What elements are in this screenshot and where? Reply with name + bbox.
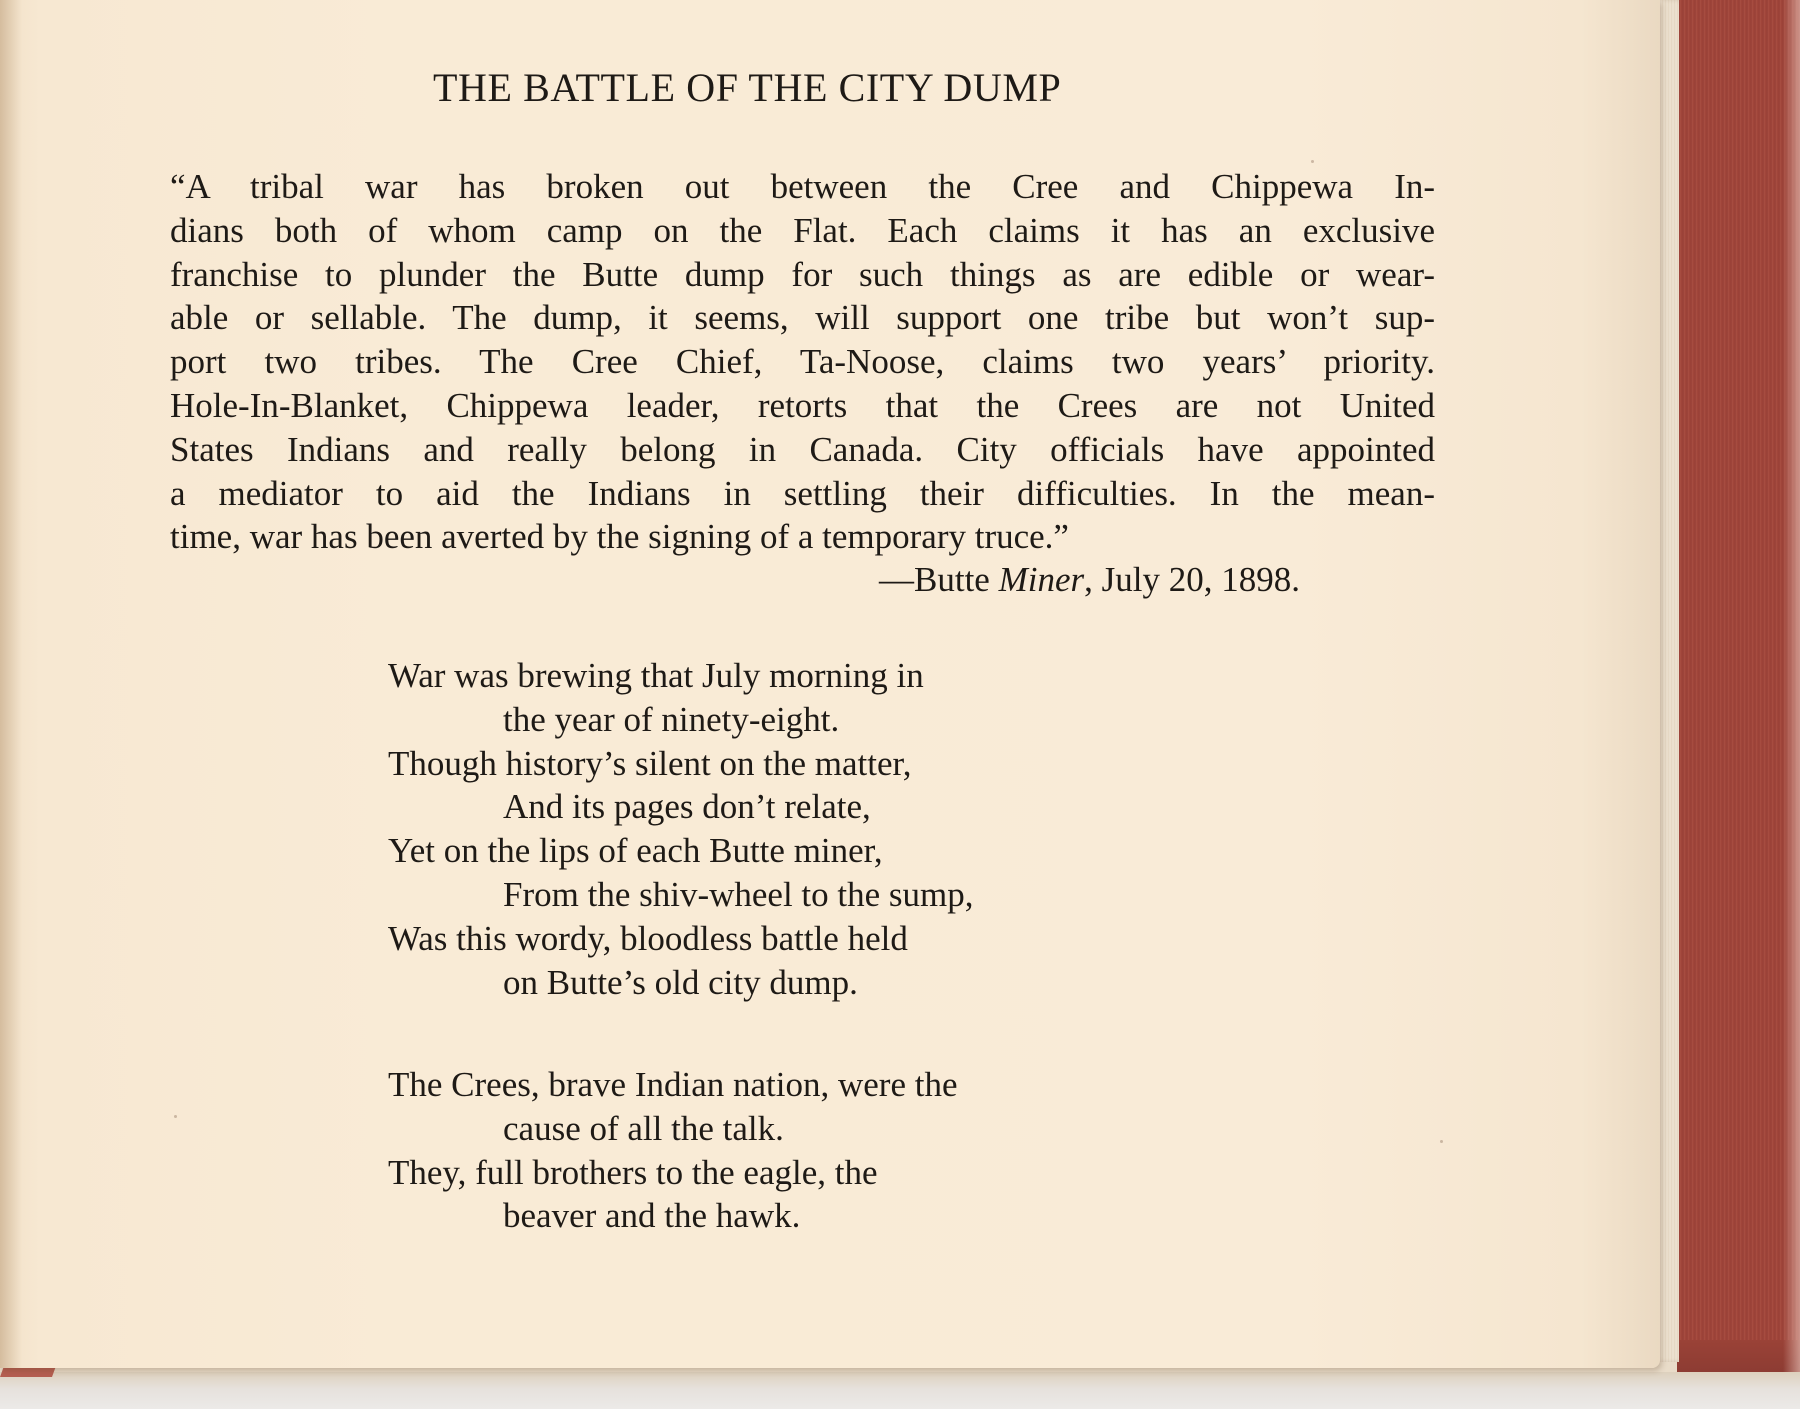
epigraph-line: “A tribal war has broken out between the Cree and Chippewa In-	[170, 167, 1435, 206]
epigraph-line: time, war has been averted by the signing of a temporary truce.”	[170, 517, 1069, 557]
verse-line: Was this wordy, bloodless battle held	[388, 918, 908, 958]
book-cover-bottom	[1677, 1340, 1800, 1372]
verse-line: They, full brothers to the eagle, the	[388, 1152, 878, 1192]
epigraph-line: States Indians and really belong in Canada. City officials have appointed	[170, 429, 1435, 469]
paper-speck	[1311, 160, 1314, 163]
attribution-prefix: —Butte	[879, 560, 999, 599]
verse-line: Though history’s silent on the matter,	[388, 743, 912, 783]
verse-line: And its pages don’t relate,	[503, 787, 871, 827]
paper-speck	[174, 1115, 177, 1118]
epigraph-line: a mediator to aid the Indians in settling their difficulties. In the mean-	[170, 473, 1435, 513]
verse-line: War was brewing that July morning in	[388, 656, 924, 695]
epigraph-line: able or sellable. The dump, it seems, will support one tribe but won’t sup-	[170, 298, 1435, 338]
poem-stanza-2	[388, 1063, 958, 1238]
book-cover-highlight	[1783, 0, 1800, 1372]
verse-line: beaver and the hawk.	[503, 1196, 801, 1236]
attribution-date: , July 20, 1898.	[1084, 560, 1300, 599]
book-cover	[1677, 0, 1800, 1372]
paper-speck	[1440, 1140, 1443, 1143]
verse-line: Yet on the lips of each Butte miner,	[388, 831, 883, 871]
page-title: THE BATTLE OF THE CITY DUMP	[433, 65, 1062, 110]
verse-line: the year of ninety-eight.	[503, 699, 840, 739]
verse-line: cause of all the talk.	[503, 1108, 784, 1148]
epigraph-quote	[170, 165, 1435, 559]
poem-stanza-1	[388, 654, 974, 1004]
gutter-shadow	[0, 0, 22, 1368]
verse-line: The Crees, brave Indian nation, were the	[388, 1065, 958, 1104]
epigraph-line: dians both of whom camp on the Flat. Each claims it has an exclusive	[170, 210, 1435, 250]
table-surface	[0, 1372, 1800, 1409]
epigraph-line: Hole-In-Blanket, Chippewa leader, retorts that the Crees are not United	[170, 385, 1435, 425]
verse-line: From the shiv-wheel to the sump,	[503, 874, 974, 914]
verse-line: on Butte’s old city dump.	[503, 962, 858, 1002]
epigraph-line: port two tribes. The Cree Chief, Ta-Noose, claims two years’ priority.	[170, 342, 1435, 382]
attribution-source: Miner	[998, 560, 1085, 599]
epigraph-line: franchise to plunder the Butte dump for such things as are edible or wear-	[170, 254, 1435, 294]
epigraph-attribution	[879, 560, 1300, 600]
